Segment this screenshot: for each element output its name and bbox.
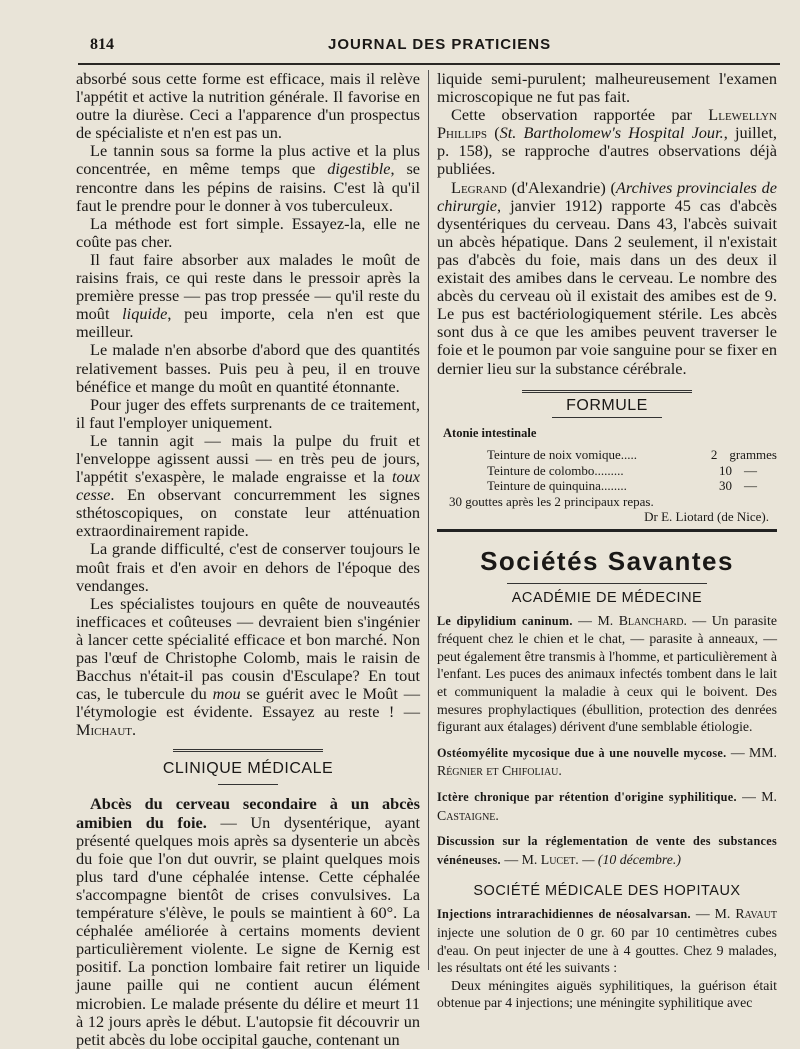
- short-rule: [552, 417, 662, 418]
- paragraph: liquide semi-purulent; malheureusement l'examen microscopique ne fut pas fait.: [437, 69, 777, 107]
- author-signature: Michaut.: [76, 720, 137, 740]
- paragraph: Legrand (d'Alexandrie) (Archives provinciales de chirurgie, janvier 1912) rapporte 45 cas d'abcès dysentériques du cerveau. Dans 43, l'abcès suivait un abcès hépatique. Dans 2 seulement, il n'existait pas d'abcès du foie, mais dans un des deux il existait des amibes dans le cerveau. Le nombre des abcès du cerveau où il existait des amibes est de 9. Le pus est bactériologiquement stérile. Les abcès sont dus à ce que les amibes peuvent traverser le foie et le poumon par voie sanguine pour se fixer en dernier lieu sur la substance cérébrale.: [437, 177, 777, 378]
- paragraph: Pour juger des effets surprenants de ce traitement, il faut l'employer uniquement.: [76, 394, 420, 432]
- section-title-formule: FORMULE: [566, 396, 648, 414]
- academie-entry: Le dipylidium caninum. — M. Blanchard. — Un parasite fréquent chez le chien et le chat, — parasite à anneaux, — peut également être transmis à l'homme, et particulièrement à l'enfant. Les puces des animaux infectés tombent dans le lait et communiquent la maladie à ceux qui le boivent. Des mesures prophylactiques (ébullition, protection des denrées figurant aux étalages) dérivent d'une semblable étiologie.: [437, 612, 777, 735]
- clinique-article: Abcès du cerveau secondaire à un abcès amibien du foie. — Un dysentérique, ayant présenté quelques mois après sa dysenterie un abcès du foie que l'on dut ouvrir, se plaint quelques mois plus tard d'une céphalée intense. Cette céphalée s'accompagne bientôt de crises convulsives. La température s'élève, le pouls se maintient à 60°. La céphalée améliorée à certains moments devient particulièrement violente. Le signe de Kernig est positif. La ponction lombaire fait retirer un liquide jaune paille qui ne contient aucun élément microbien. Le malade présente du délire et meurt 11 à 12 jours après le début. L'autopsie fit découvrir un petit abcès du lobe occipital gauche, contenant un: [76, 794, 420, 1049]
- academie-entry: Ostéomyélite mycosique due à une nouvelle mycose. — MM. Régnier et Chifoliau.: [437, 744, 777, 779]
- left-column: [76, 69, 421, 1049]
- journal-title: JOURNAL DES PRATICIENS: [328, 36, 552, 53]
- paragraph: Le tannin sous sa forme la plus active et la plus concentrée, en même temps que digestible, se rencontre dans les pépins de raisins. C'est là qu'il faut le prendre pour le donner à vos tuberculeux.: [76, 141, 421, 215]
- academie-title: ACADÉMIE DE MÉDECINE: [511, 589, 703, 606]
- formula-item: Teinture de noix vomique..... 2 grammes: [487, 447, 777, 463]
- paragraph: Le tannin agit — mais la pulpe du fruit et l'enveloppe agissent aussi — en très peu de jours, l'appétit s'exaspère, le malade engraisse et la toux cesse. En observant concurremment les signes sthétoscopiques, on constate leur atténuation extraordinairement rapide.: [76, 430, 420, 541]
- hopitaux-title: SOCIÉTÉ MÉDICALE DES HOPITAUX: [473, 883, 741, 900]
- right-column: [437, 69, 778, 1011]
- formula-item: Teinture de quinquina........ 30 —: [487, 478, 757, 494]
- academie-entry: Discussion sur la réglementation de vente des substances vénéneuses. — M. Lucet. — (10 décembre.): [437, 834, 777, 867]
- societes-savantes-title: Sociétés Savantes: [480, 545, 734, 576]
- formula-item: Teinture de colombo......... 10 —: [487, 462, 757, 478]
- section-rule: [173, 749, 323, 752]
- paragraph: La grande difficulté, c'est de conserver toujours le moût frais et d'en avoir en dehors de l'époque des vendanges.: [76, 539, 420, 595]
- academie-entry: Ictère chronique par rétention d'origine syphilitique. — M. Castaigne.: [437, 788, 777, 823]
- paragraph: Les spécialistes toujours en quête de nouveautés inefficaces et coûteuses — devraient bien s'ingénier à lancer cette spécialité efficace et bon marché. Non pas l'œuf de Christophe Colomb, mais le raisin de Bacchus n'était-il pas cousin d'Esculape? En tout cas, le tubercule du mou se guérit avec le Moût — l'étymologie est évidente. Essayez au reste ! — Michaut.: [76, 593, 420, 740]
- section-thick-rule: [437, 529, 777, 532]
- short-rule: [218, 784, 278, 785]
- formula-signature: Dr E. Liotard (de Nice).: [644, 509, 769, 525]
- page-number: 814: [90, 36, 114, 53]
- paragraph: Le malade n'en absorbe d'abord que des quantités relativement basses. Puis peu à peu, il en trouve bénéfice et mange du moût en quantité étonnante.: [76, 340, 420, 396]
- formula-heading: Atonie intestinale: [443, 425, 537, 440]
- formula-block: [437, 426, 777, 525]
- hopitaux-entry: Injections intrarachidiennes de néosalvarsan. — M. Ravaut injecte une solution de 0 gr. 60 par 10 centimètres cubes d'eau. On peut injecter de une à 4 gouttes. Chez 9 malades, les résultats ont été les suivants :: [437, 906, 777, 976]
- header-rule: [78, 63, 780, 65]
- formula-note: 30 gouttes après les 2 principaux repas.: [449, 493, 654, 509]
- column-divider: [428, 70, 429, 970]
- section-title-clinique: CLINIQUE MÉDICALE: [162, 760, 334, 778]
- section-rule: [522, 390, 692, 393]
- paragraph: Il faut faire absorber aux malades le moût de raisins frais, ce qui reste dans le pressoir après la première presse — pas trop pressée — qu'il reste du moût liquide, peu importe, cela n'en est que meilleur.: [76, 249, 420, 342]
- paragraph: absorbé sous cette forme est efficace, mais il relève l'appétit et active la nutrition générale. Il favorise en outre la diurèse. Ceci a l'apparence d'un prospectus de spécialiste et n'en est pas un.: [76, 69, 420, 143]
- paragraph: La méthode est fort simple. Essayez-la, elle ne coûte pas cher.: [76, 213, 420, 251]
- page-header: [90, 36, 770, 60]
- hopitaux-entry: Deux méningites aiguës syphilitiques, la guérison était obtenue par 4 injections; une méningite syphilitique avec: [437, 977, 777, 1011]
- article-headline: Abcès du cerveau secondaire à un abcès amibien du foie.: [76, 794, 420, 832]
- paragraph: Cette observation rapportée par Llewellyn Phillips (St. Bartholomew's Hospital Jour., juillet, p. 158), se rapproche d'autres observations déjà publiées.: [437, 105, 778, 179]
- title-rule: [507, 583, 707, 584]
